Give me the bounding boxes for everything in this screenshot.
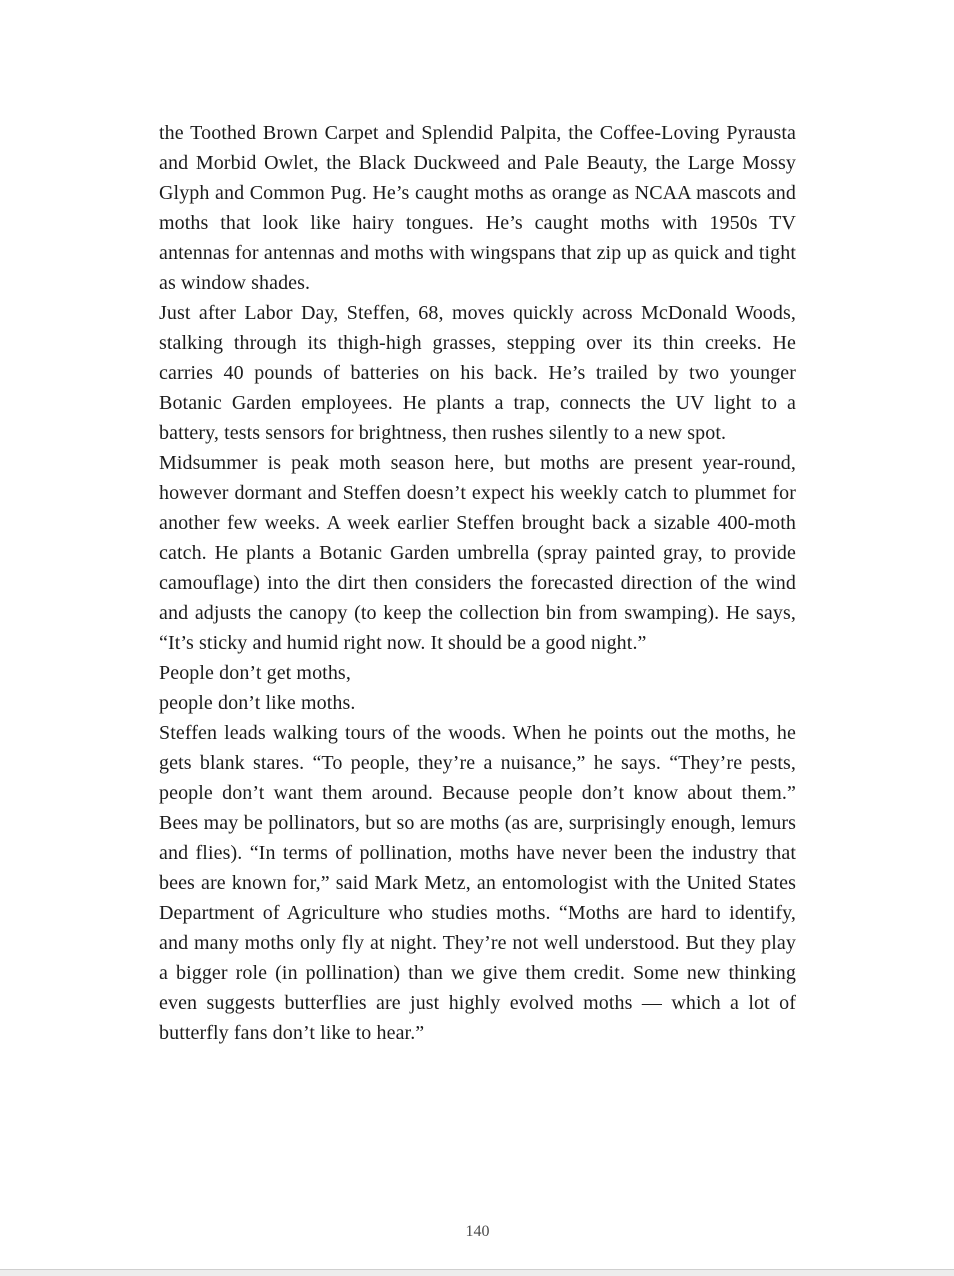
paragraph: Steffen leads walking tours of the woods. When he points out the moths, he gets blank stares. “To people, they’re a nuisance,” he says. “They’re pests, people don’t want them around. Because people don’t know about them.” Bees may be pollinators, but so are moths (as are, surprisingly enough, lemurs and flies). “In terms of pollination, moths have never been the industry that bees are known for,” said Mark Metz, an entomologist with the United States Department of Agriculture who studies moths. “Moths are hard to identify, and many moths only fly at night. They’re not well understood. But they play a bigger role (in pollination) than we give them credit. Some new thinking even suggests butterflies are just highly evolved moths — which a lot of butterfly fans don’t like to hear.” [159,722,796,1044]
paragraph-short-line: people don’t like moths. [159,692,356,714]
paragraph: Midsummer is peak moth season here, but moths are present year-round, however dormant and Steffen doesn’t expect his weekly catch to plummet for another few weeks. A week earlier Steffen brought back a sizable 400-moth catch. He plants a Botanic Garden umbrella (spray painted gray, to provide camouflage) into the dirt then considers the forecasted direction of the wind and adjusts the canopy (to keep the collection bin from swamping). He says, “It’s sticky and humid right now. It should be a good night.” [159,452,796,654]
paragraph: Just after Labor Day, Steffen, 68, moves quickly across McDonald Woods, stalking through its thigh-high grasses, stepping over its thin creeks. He carries 40 pounds of batteries on his back. He’s trailed by two younger Botanic Garden employees. He plants a trap, connects the UV light to a battery, tests sensors for brightness, then rushes silently to a new spot. [159,302,796,444]
page-bottom-edge [0,1269,954,1276]
page-number: 140 [465,1223,490,1240]
body-text-column [159,118,796,1048]
paragraph: the Toothed Brown Carpet and Splendid Palpita, the Coffee-Loving Pyrausta and Morbid Owlet, the Black Duckweed and Pale Beauty, the Large Mossy Glyph and Common Pug. He’s caught moths as orange as NCAA mascots and moths that look like hairy tongues. He’s caught moths with 1950s TV antennas for antennas and moths with wingspans that zip up as quick and tight as window shades. [159,122,796,294]
paragraph-short-line: People don’t get moths, [159,662,351,684]
